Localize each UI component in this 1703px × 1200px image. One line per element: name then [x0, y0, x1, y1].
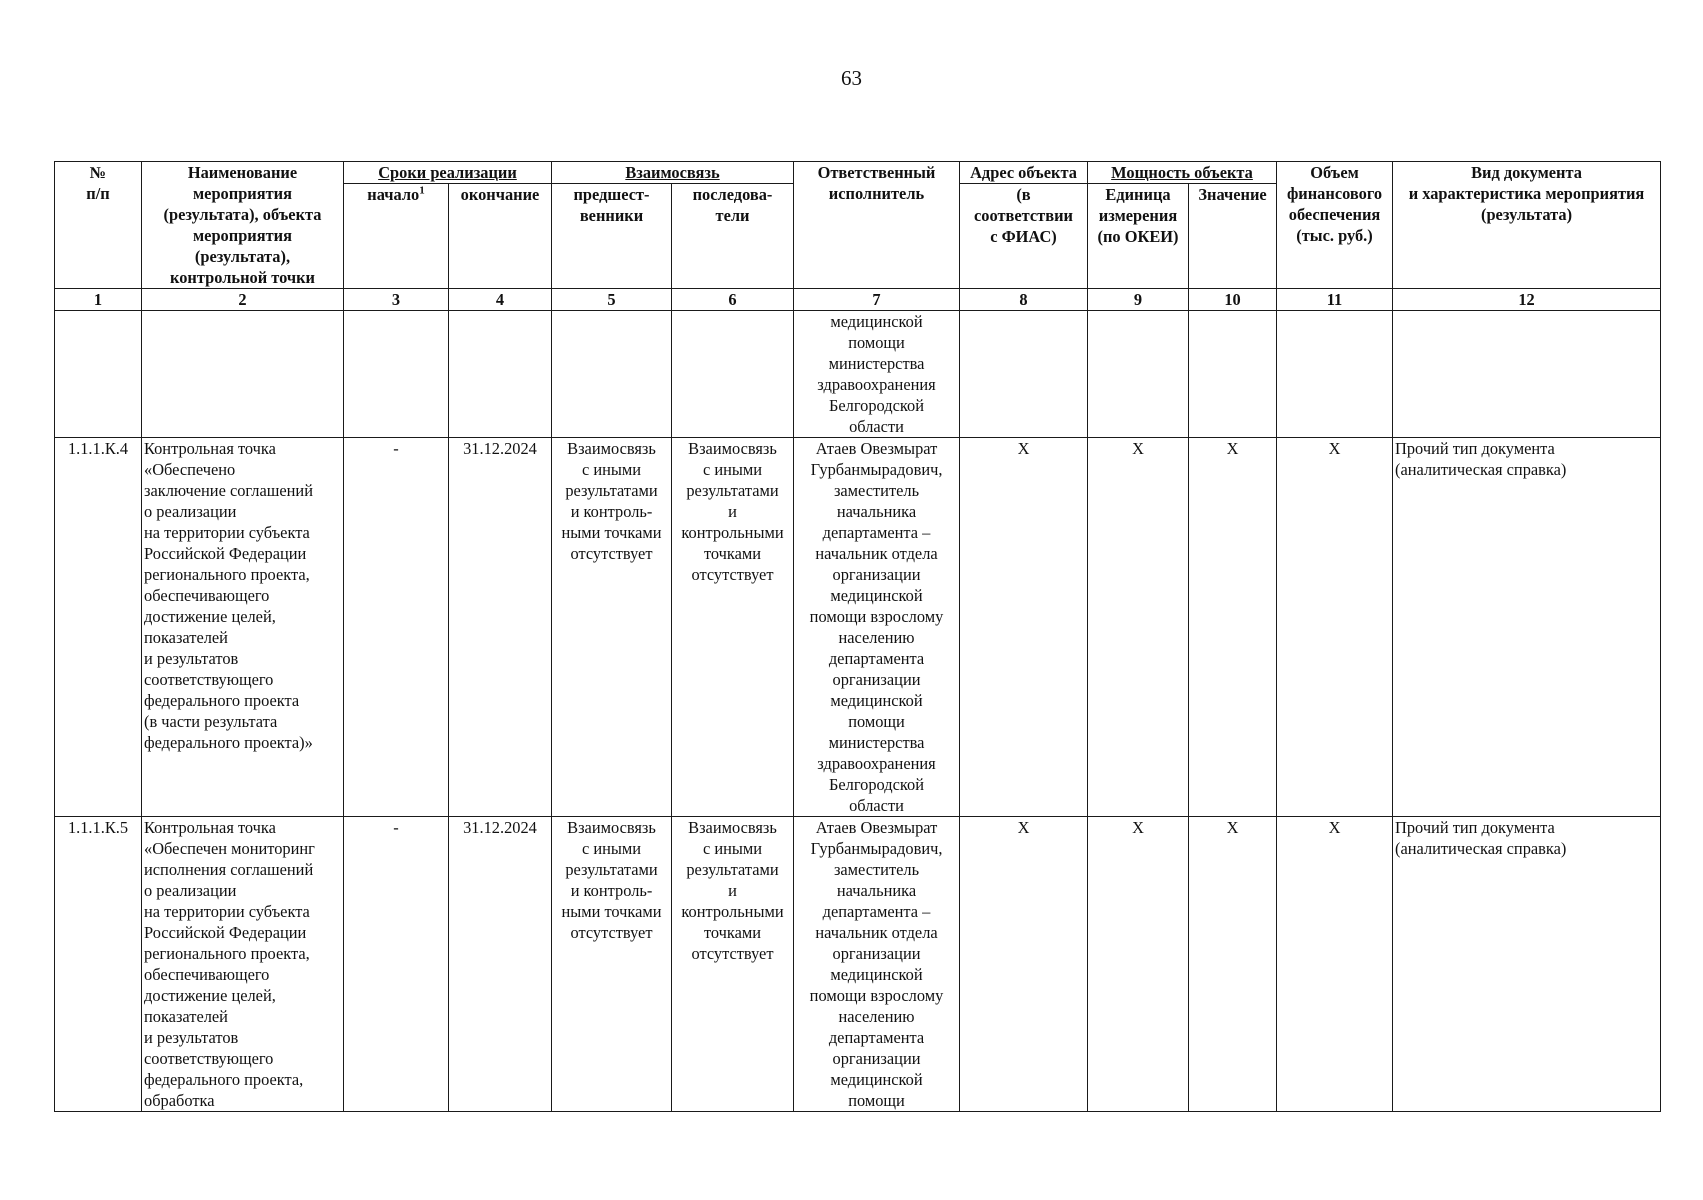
- empty-cell: [1277, 311, 1393, 438]
- header-group-capacity: Мощность объекта: [1088, 162, 1277, 184]
- empty-cell: [1393, 311, 1661, 438]
- table-row: [55, 817, 1661, 1112]
- column-number: 1: [55, 289, 142, 311]
- empty-cell: [55, 311, 142, 438]
- row-end: 31.12.2024: [449, 438, 552, 817]
- empty-cell: [672, 311, 794, 438]
- header-finance: Объем финансового обеспечения (тыс. руб.): [1277, 162, 1393, 289]
- header-row-top: [55, 162, 1661, 184]
- row-finance: X: [1277, 817, 1393, 1112]
- column-number: 5: [552, 289, 672, 311]
- row-name: Контрольная точка «Обеспечен мониторинг исполнения соглашений о реализации на территории субъекта Российской Федерации регионального проекта, обеспечивающего достижение целей, показателей и результатов соответствующего федерального проекта, обработка: [142, 817, 344, 1112]
- responsible-cell: медицинской помощи министерства здравоохранения Белгородской области: [794, 311, 960, 438]
- column-number: 12: [1393, 289, 1661, 311]
- empty-cell: [344, 311, 449, 438]
- column-number: 8: [960, 289, 1088, 311]
- header-address: (в соответствии с ФИАС): [960, 184, 1088, 289]
- row-responsible: Атаев Овезмырат Гурбанмырадович, заместитель начальника департамента – начальник отдела организации медицинской помощи взрослому населению департамента организации медицинской помощи министерства здравоохранения Белгородской области: [794, 438, 960, 817]
- column-number: 3: [344, 289, 449, 311]
- header-responsible: Ответственный исполнитель: [794, 162, 960, 289]
- header-document: Вид документа и характеристика мероприятия (результата): [1393, 162, 1661, 289]
- header-end: окончание: [449, 184, 552, 289]
- header-successors: последова- тели: [672, 184, 794, 289]
- row-start: -: [344, 438, 449, 817]
- header-predecessors: предшест- венники: [552, 184, 672, 289]
- row-document: Прочий тип документа (аналитическая справка): [1393, 817, 1661, 1112]
- row-document: Прочий тип документа (аналитическая справка): [1393, 438, 1661, 817]
- column-number: 11: [1277, 289, 1393, 311]
- row-start: -: [344, 817, 449, 1112]
- table-row: [55, 311, 1661, 438]
- row-value: X: [1189, 817, 1277, 1112]
- empty-cell: [960, 311, 1088, 438]
- empty-cell: [1189, 311, 1277, 438]
- header-value: Значение: [1189, 184, 1277, 289]
- row-value: X: [1189, 438, 1277, 817]
- header-name: Наименование мероприятия (результата), объекта мероприятия (результата), контрольной точки: [142, 162, 344, 289]
- header-unit: Единица измерения (по ОКЕИ): [1088, 184, 1189, 289]
- row-number: 1.1.1.К.4: [55, 438, 142, 817]
- row-address: X: [960, 817, 1088, 1112]
- header-number: № п/п: [55, 162, 142, 289]
- column-number: 2: [142, 289, 344, 311]
- empty-cell: [449, 311, 552, 438]
- empty-cell: [552, 311, 672, 438]
- row-name: Контрольная точка «Обеспечено заключение соглашений о реализации на территории субъекта Российской Федерации регионального проекта, обеспечивающего достижение целей, показателей и результатов соответствующего федерального проекта (в части результата федерального проекта)»: [142, 438, 344, 817]
- plan-table: [54, 161, 1661, 1112]
- row-number: 1.1.1.К.5: [55, 817, 142, 1112]
- column-number: 4: [449, 289, 552, 311]
- row-responsible: Атаев Овезмырат Гурбанмырадович, заместитель начальника департамента – начальник отдела организации медицинской помощи взрослому населению департамента организации медицинской помощи: [794, 817, 960, 1112]
- column-number: 7: [794, 289, 960, 311]
- row-successors: Взаимосвязь с иными результатами и контрольными точками отсутствует: [672, 438, 794, 817]
- row-finance: X: [1277, 438, 1393, 817]
- row-address: X: [960, 438, 1088, 817]
- page-number: 63: [841, 66, 862, 90]
- empty-cell: [142, 311, 344, 438]
- row-predecessors: Взаимосвязь с иными результатами и контроль- ными точками отсутствует: [552, 817, 672, 1112]
- header-group-dates: Сроки реализации: [344, 162, 552, 184]
- empty-cell: [1088, 311, 1189, 438]
- row-unit: X: [1088, 817, 1189, 1112]
- footnote-marker: 1: [419, 184, 425, 197]
- row-successors: Взаимосвязь с иными результатами и контрольными точками отсутствует: [672, 817, 794, 1112]
- row-unit: X: [1088, 438, 1189, 817]
- header-group-link: Взаимосвязь: [552, 162, 794, 184]
- column-numbers-row: [55, 289, 1661, 311]
- column-number: 9: [1088, 289, 1189, 311]
- column-number: 10: [1189, 289, 1277, 311]
- header-start-label: начало: [367, 185, 420, 204]
- column-number: 6: [672, 289, 794, 311]
- row-end: 31.12.2024: [449, 817, 552, 1112]
- table-row: [55, 438, 1661, 817]
- header-start: [344, 184, 449, 289]
- header-address-top: Адрес объекта: [960, 162, 1088, 184]
- row-predecessors: Взаимосвязь с иными результатами и контроль- ными точками отсутствует: [552, 438, 672, 817]
